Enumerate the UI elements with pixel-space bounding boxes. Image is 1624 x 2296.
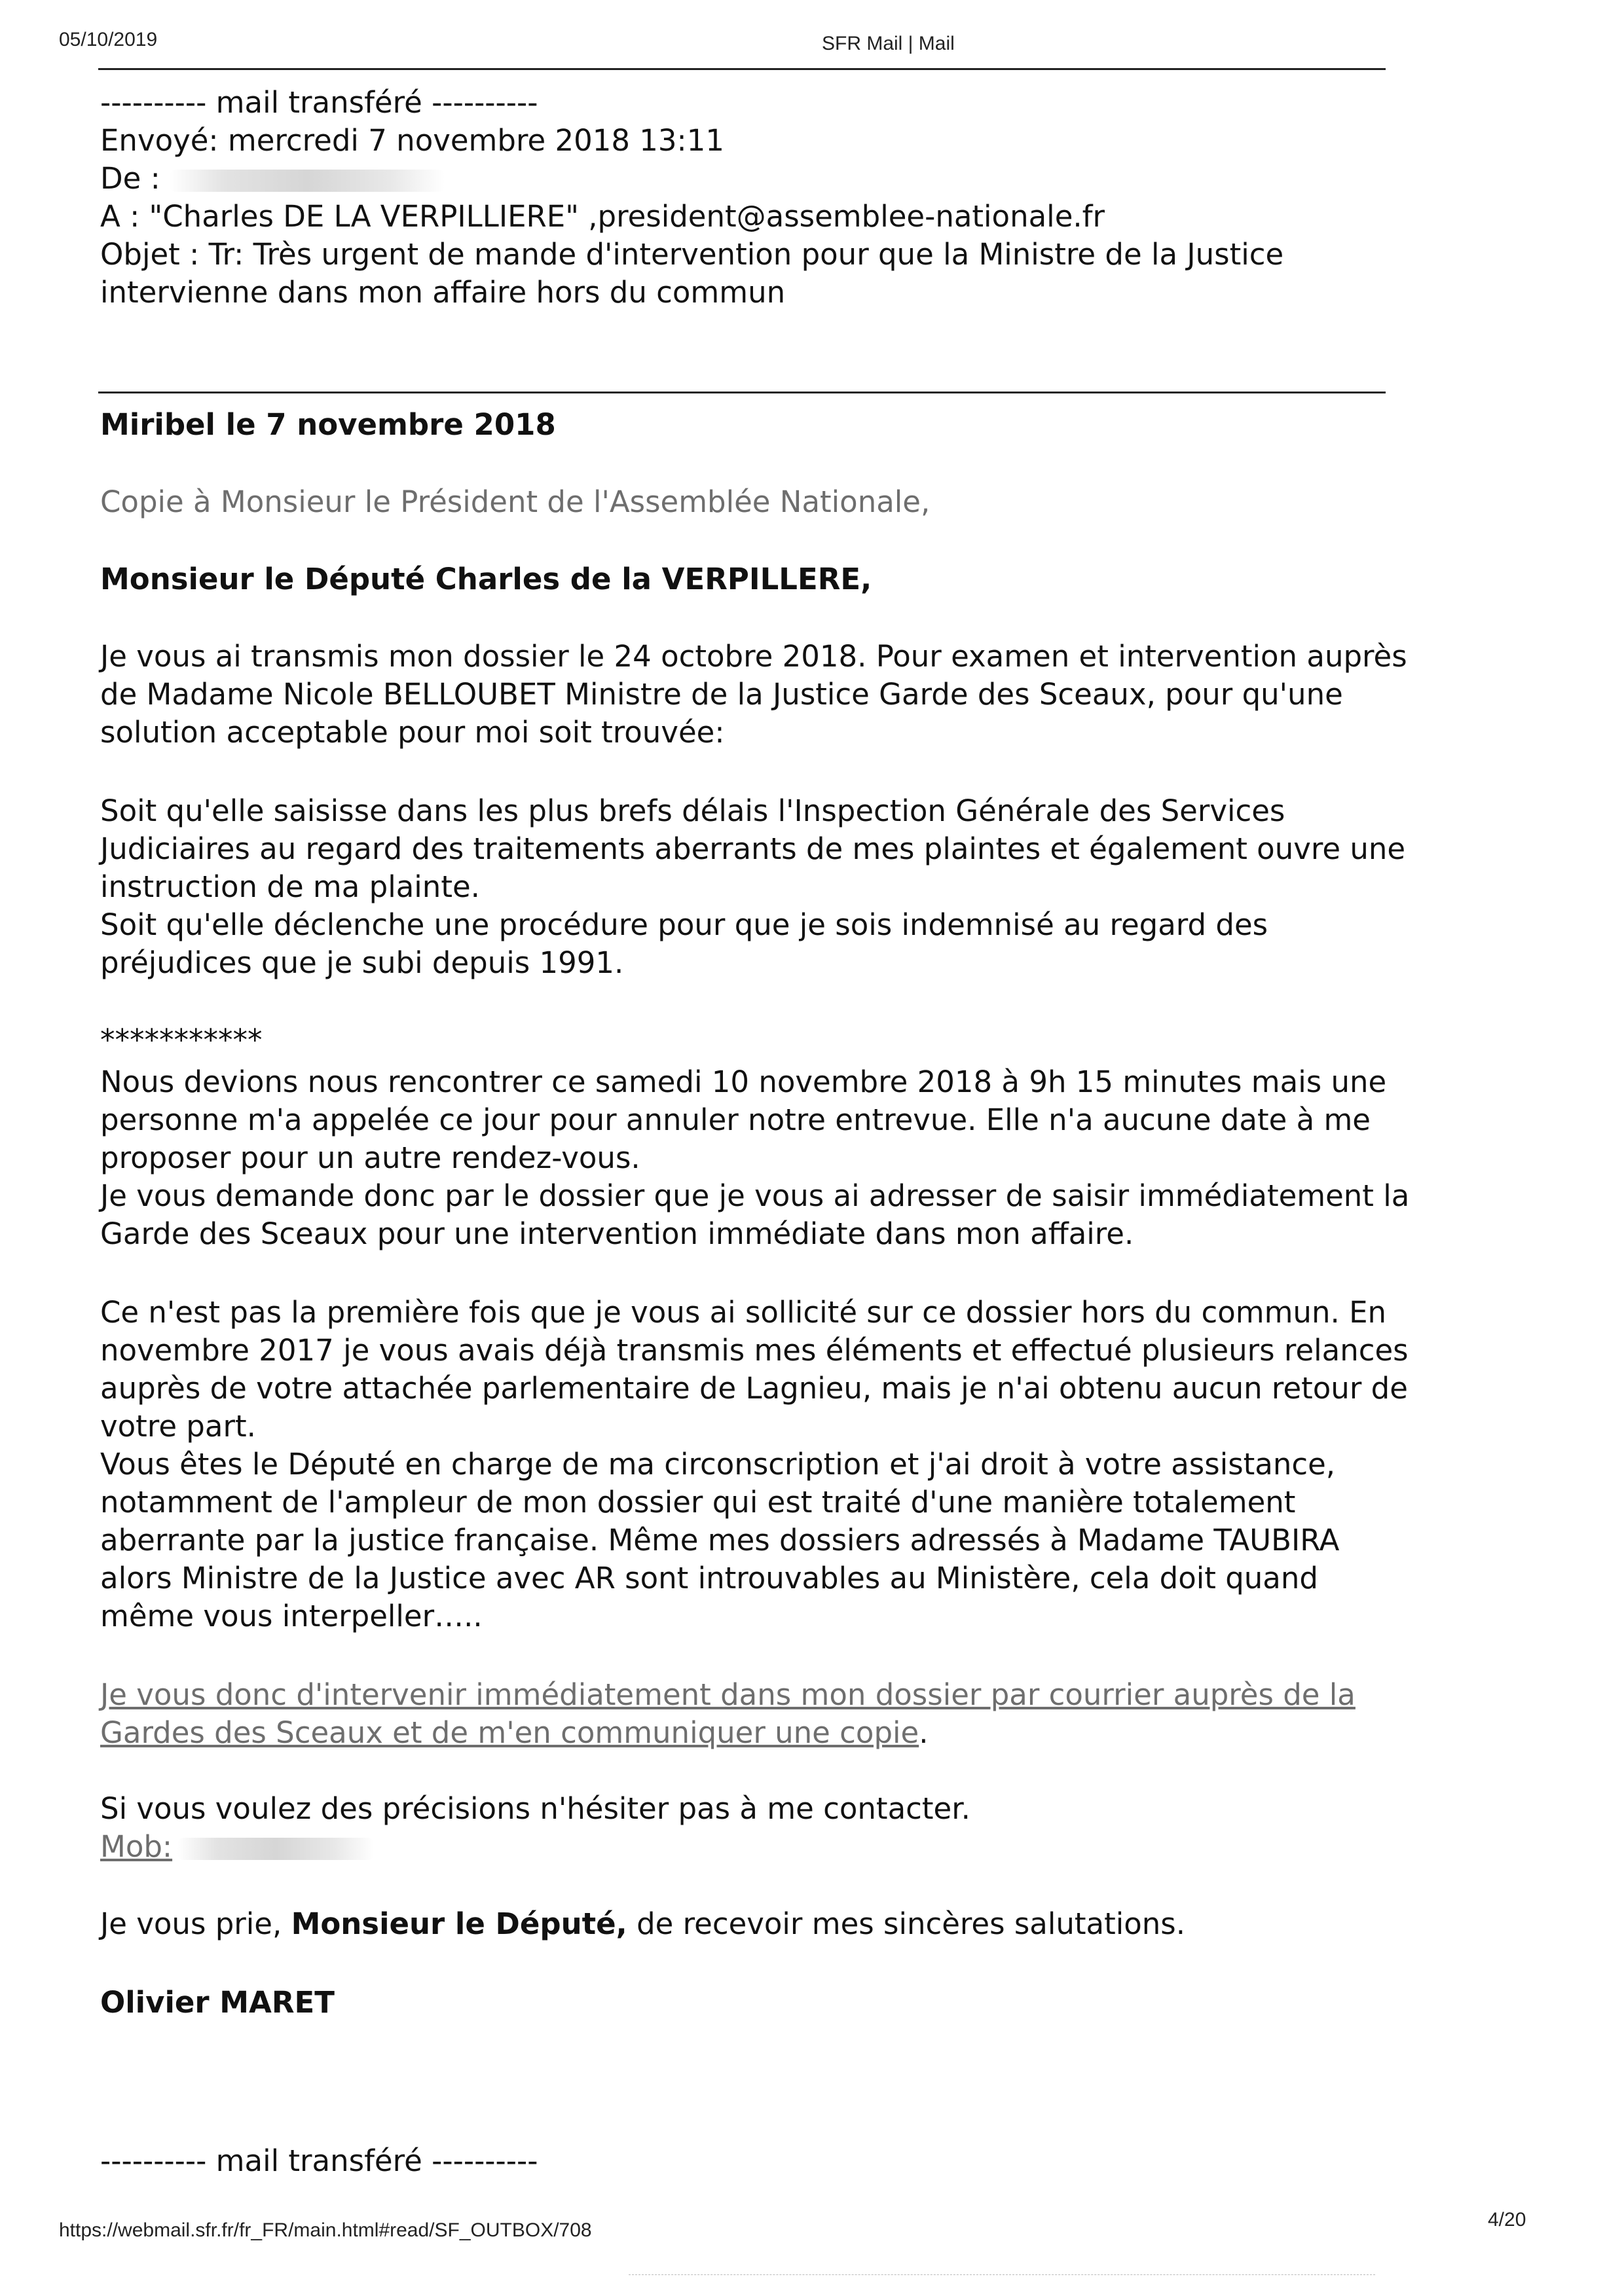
text-line: Vous êtes le Député en charge de ma circonscription et j'ai droit à votre assistance, [100,1447,1336,1482]
request-period: . [919,1715,929,1750]
paragraph-3 [100,1063,1410,1253]
text-line: proposer pour un autre rendez-vous. [100,1140,640,1175]
paragraph-2 [100,792,1406,982]
redacted-phone [177,1838,374,1860]
closing-addressee: Monsieur le Député, [291,1906,627,1941]
page-header-title: SFR Mail | Mail [822,33,955,54]
paragraph-1 [100,638,1407,752]
redacted-sender [170,170,445,192]
text-line: Je vous demande donc par le dossier que je vous ai adresser de saisir immédiatement la [100,1178,1410,1213]
from-label: De : [100,161,160,196]
print-date: 05/10/2019 [59,29,158,50]
text-line: même vous interpeller….. [100,1599,483,1633]
to-line: A : "Charles DE LA VERPILLIERE" ,president@assemblee-nationale.fr [100,199,1105,234]
text-line: Garde des Sceaux pour une intervention immédiate dans mon affaire. [100,1216,1134,1251]
text-line: instruction de ma plainte. [100,869,480,904]
text-line: préjudices que je subi depuis 1991. [100,945,624,980]
place-date: Miribel le 7 novembre 2018 [100,407,556,442]
text-line: solution acceptable pour moi soit trouvée: [100,715,725,750]
text-line: Je vous ai transmis mon dossier le 24 octobre 2018. Pour examen et intervention auprès [100,639,1407,674]
sent-line: Envoyé: mercredi 7 novembre 2018 13:11 [100,123,724,158]
forward-separator-top: ---------- mail transféré ---------- [100,85,538,120]
request-paragraph [100,1676,1384,1752]
paragraph-4 [100,1294,1409,1635]
text-line: alors Ministre de la Justice avec AR sont introuvables au Ministère, cela doit quand [100,1561,1318,1595]
contact-line: Si vous voulez des précisions n'hésiter pas à me contacter. [100,1791,970,1826]
text-line: aberrante par la justice française. Même mes dossiers adressés à Madame TAUBIRA [100,1523,1340,1558]
mobile-line [100,1828,1384,1866]
subject-line-1: Objet : Tr: Très urgent de mande d'intervention pour que la Ministre de la Justice [100,237,1284,272]
copy-line: Copie à Monsieur le Président de l'Assemblée Nationale, [100,484,931,519]
star-separator: *********** [100,1023,263,1057]
letter-divider [98,392,1386,393]
text-line: auprès de votre attachée parlementaire de Lagnieu, mais je n'ai obtenu aucun retour de [100,1371,1408,1406]
text-line: Ce n'est pas la première fois que je vous ai sollicité sur ce dossier hors du commun. En [100,1295,1387,1330]
salutation: Monsieur le Député Charles de la VERPILLERE, [100,562,872,596]
scan-edge-line [629,2274,1375,2275]
text-line: Soit qu'elle saisisse dans les plus brefs délais l'Inspection Générale des Services [100,793,1285,828]
text-line: Soit qu'elle déclenche une procédure pour que je sois indemnisé au regard des [100,907,1268,942]
text-line: notamment de l'ampleur de mon dossier qui est traité d'une manière totalement [100,1485,1296,1520]
request-link-line-1[interactable]: Je vous donc d'intervenir immédiatement dans mon dossier par courrier auprès de la [100,1677,1356,1712]
text-line: Nous devions nous rencontrer ce samedi 10 novembre 2018 à 9h 15 minutes mais une [100,1065,1387,1099]
from-line [100,160,1384,198]
text-line: personne m'a appelée ce jour pour annuler notre entrevue. Elle n'a aucune date à me [100,1102,1371,1137]
text-line: Judiciaires au regard des traitements aberrants de mes plaintes et également ouvre une [100,831,1406,866]
mobile-label: Mob: [100,1829,173,1864]
subject-line-2: intervienne dans mon affaire hors du commun [100,275,786,310]
header-divider [98,68,1386,70]
closing-start: Je vous prie, [100,1906,291,1941]
closing-line [100,1905,1384,1943]
text-line: de Madame Nicole BELLOUBET Ministre de la Justice Garde des Sceaux, pour qu'une [100,677,1343,712]
closing-end: de recevoir mes sincères salutations. [627,1906,1186,1941]
text-line: novembre 2017 je vous avais déjà transmis mes éléments et effectué plusieurs relances [100,1333,1409,1368]
text-line: votre part. [100,1409,256,1444]
page-number: 4/20 [1488,2209,1526,2231]
signature: Olivier MARET [100,1985,335,2020]
forward-separator-bottom: ---------- mail transféré ---------- [100,2143,538,2178]
request-link-line-2[interactable]: Gardes des Sceaux et de m'en communiquer une copie [100,1715,919,1750]
footer-url: https://webmail.sfr.fr/fr_FR/main.html#read/SF_OUTBOX/708 [59,2219,592,2241]
